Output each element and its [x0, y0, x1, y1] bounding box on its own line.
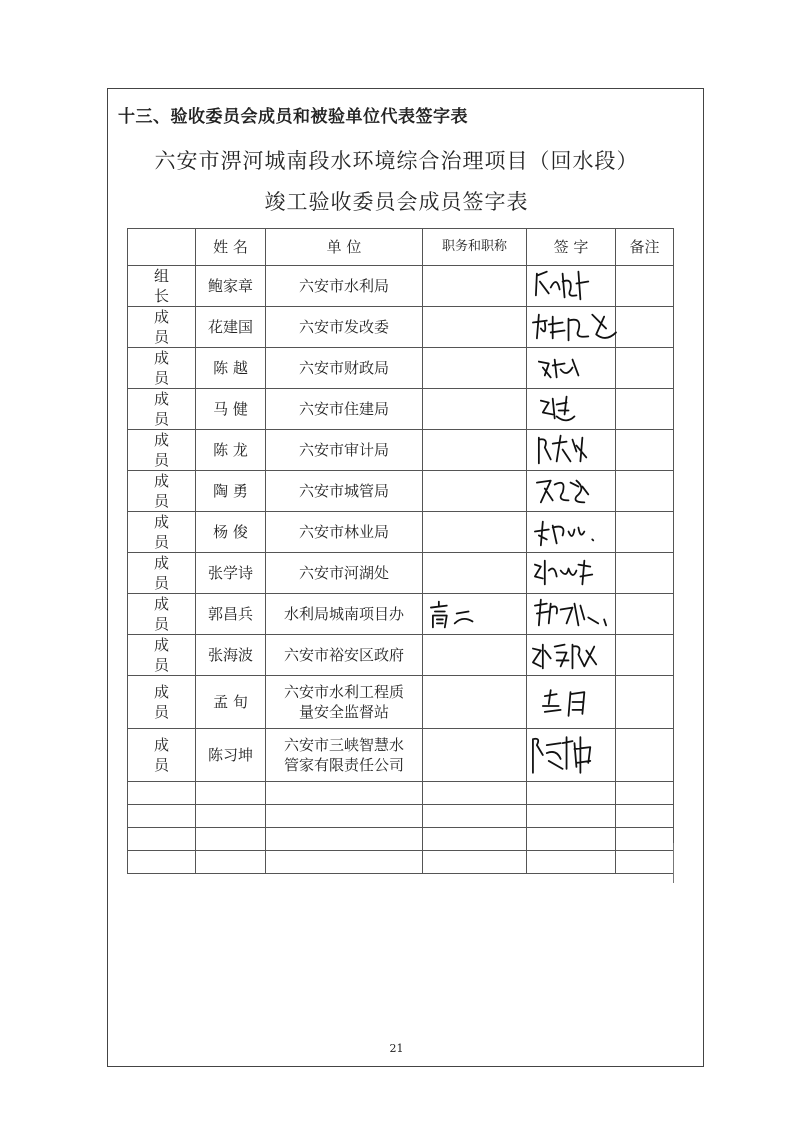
signature-cell — [527, 471, 616, 512]
role-cell: 成员 — [128, 729, 196, 782]
name-cell: 陈习坤 — [196, 729, 266, 782]
table-row — [128, 729, 674, 782]
signature-cell — [527, 594, 616, 635]
name-cell: 杨 俊 — [196, 512, 266, 553]
header-name: 姓 名 — [196, 229, 266, 266]
remarks-cell — [616, 729, 674, 782]
role-cell: 成员 — [128, 594, 196, 635]
name-cell: 张学诗 — [196, 553, 266, 594]
table-row — [128, 307, 674, 348]
name-cell: 陈 越 — [196, 348, 266, 389]
remarks-cell — [616, 471, 674, 512]
handwritten-signature — [527, 430, 615, 470]
remarks-cell — [616, 635, 674, 676]
title-cell — [423, 594, 527, 635]
role-cell: 成员 — [128, 635, 196, 676]
header-remarks: 备注 — [616, 229, 674, 266]
table-row — [128, 389, 674, 430]
table-row-empty — [128, 805, 674, 828]
table-row — [128, 676, 674, 729]
table-header-row — [128, 229, 674, 266]
handwritten-signature — [527, 307, 615, 347]
signature-cell — [527, 553, 616, 594]
header-title: 职务和职称 — [423, 229, 527, 266]
unit-cell: 六安市林业局 — [266, 512, 423, 553]
table-row-empty — [128, 851, 674, 874]
name-cell: 鲍家章 — [196, 266, 266, 307]
title-cell — [423, 553, 527, 594]
header-signature: 签 字 — [527, 229, 616, 266]
remarks-cell — [616, 676, 674, 729]
name-cell: 陶 勇 — [196, 471, 266, 512]
role-cell: 成员 — [128, 512, 196, 553]
table-row — [128, 635, 674, 676]
section-heading: 十三、验收委员会成员和被验单位代表签字表 — [118, 107, 468, 127]
handwritten-title — [423, 594, 526, 634]
signature-cell — [527, 512, 616, 553]
handwritten-signature — [527, 635, 615, 675]
remarks-cell — [616, 389, 674, 430]
signature-cell — [527, 729, 616, 782]
role-cell: 成员 — [128, 430, 196, 471]
title-cell — [423, 676, 527, 729]
remarks-cell — [616, 430, 674, 471]
unit-cell — [266, 729, 423, 782]
title-cell — [423, 389, 527, 430]
signature-cell — [527, 348, 616, 389]
name-cell: 张海波 — [196, 635, 266, 676]
signature-cell — [527, 676, 616, 729]
unit-line: 量安全监督站 — [298, 703, 389, 721]
remarks-cell — [616, 266, 674, 307]
header-unit: 单 位 — [266, 229, 423, 266]
table-row — [128, 471, 674, 512]
document-title: 六安市淠河城南段水环境综合治理项目（回水段） — [154, 149, 639, 173]
document-subtitle: 竣工验收委员会成员签字表 — [264, 190, 529, 214]
remarks-cell — [616, 348, 674, 389]
role-cell: 成员 — [128, 676, 196, 729]
table-row — [128, 553, 674, 594]
role-cell: 成员 — [128, 307, 196, 348]
signature-cell — [527, 389, 616, 430]
signature-cell — [527, 635, 616, 676]
title-cell — [423, 512, 527, 553]
name-cell: 陈 龙 — [196, 430, 266, 471]
table-row — [128, 266, 674, 307]
handwritten-signature — [527, 389, 615, 429]
unit-cell: 六安市发改委 — [266, 307, 423, 348]
unit-cell — [266, 676, 423, 729]
role-cell: 成员 — [128, 389, 196, 430]
role-cell: 成员 — [128, 348, 196, 389]
table-edge-line — [673, 843, 674, 883]
signature-cell — [527, 430, 616, 471]
name-cell: 马 健 — [196, 389, 266, 430]
handwritten-signature — [527, 553, 615, 593]
title-cell — [423, 348, 527, 389]
handwritten-signature — [527, 471, 615, 511]
signature-cell — [527, 307, 616, 348]
name-cell: 孟 旬 — [196, 676, 266, 729]
table-row — [128, 512, 674, 553]
unit-cell: 六安市城管局 — [266, 471, 423, 512]
unit-cell: 六安市河湖处 — [266, 553, 423, 594]
table-row-empty — [128, 782, 674, 805]
handwritten-signature — [527, 512, 615, 552]
signature-cell — [527, 266, 616, 307]
title-cell — [423, 307, 527, 348]
handwritten-signature — [527, 348, 615, 388]
unit-cell: 水利局城南项目办 — [266, 594, 423, 635]
unit-cell: 六安市住建局 — [266, 389, 423, 430]
title-cell — [423, 729, 527, 782]
signature-table — [127, 228, 674, 874]
remarks-cell — [616, 553, 674, 594]
role-cell: 成员 — [128, 553, 196, 594]
page-number: 21 — [389, 1042, 404, 1055]
handwritten-signature — [527, 676, 615, 728]
remarks-cell — [616, 512, 674, 553]
table-row — [128, 348, 674, 389]
unit-cell: 六安市裕安区政府 — [266, 635, 423, 676]
title-cell — [423, 430, 527, 471]
handwritten-signature — [527, 594, 615, 634]
title-cell — [423, 635, 527, 676]
remarks-cell — [616, 307, 674, 348]
table-row — [128, 594, 674, 635]
title-cell — [423, 266, 527, 307]
table-row-empty — [128, 828, 674, 851]
title-cell — [423, 471, 527, 512]
role-cell: 成员 — [128, 471, 196, 512]
table-row — [128, 430, 674, 471]
header-role — [128, 229, 196, 266]
role-cell: 组长 — [128, 266, 196, 307]
unit-cell: 六安市水利局 — [266, 266, 423, 307]
name-cell: 花建国 — [196, 307, 266, 348]
handwritten-signature — [527, 266, 615, 306]
unit-line: 管家有限责任公司 — [283, 756, 404, 774]
remarks-cell — [616, 594, 674, 635]
unit-line: 六安市三峡智慧水 — [283, 736, 404, 754]
handwritten-signature — [527, 729, 615, 781]
name-cell: 郭昌兵 — [196, 594, 266, 635]
unit-cell: 六安市财政局 — [266, 348, 423, 389]
unit-line: 六安市水利工程质 — [283, 683, 404, 701]
unit-cell: 六安市审计局 — [266, 430, 423, 471]
